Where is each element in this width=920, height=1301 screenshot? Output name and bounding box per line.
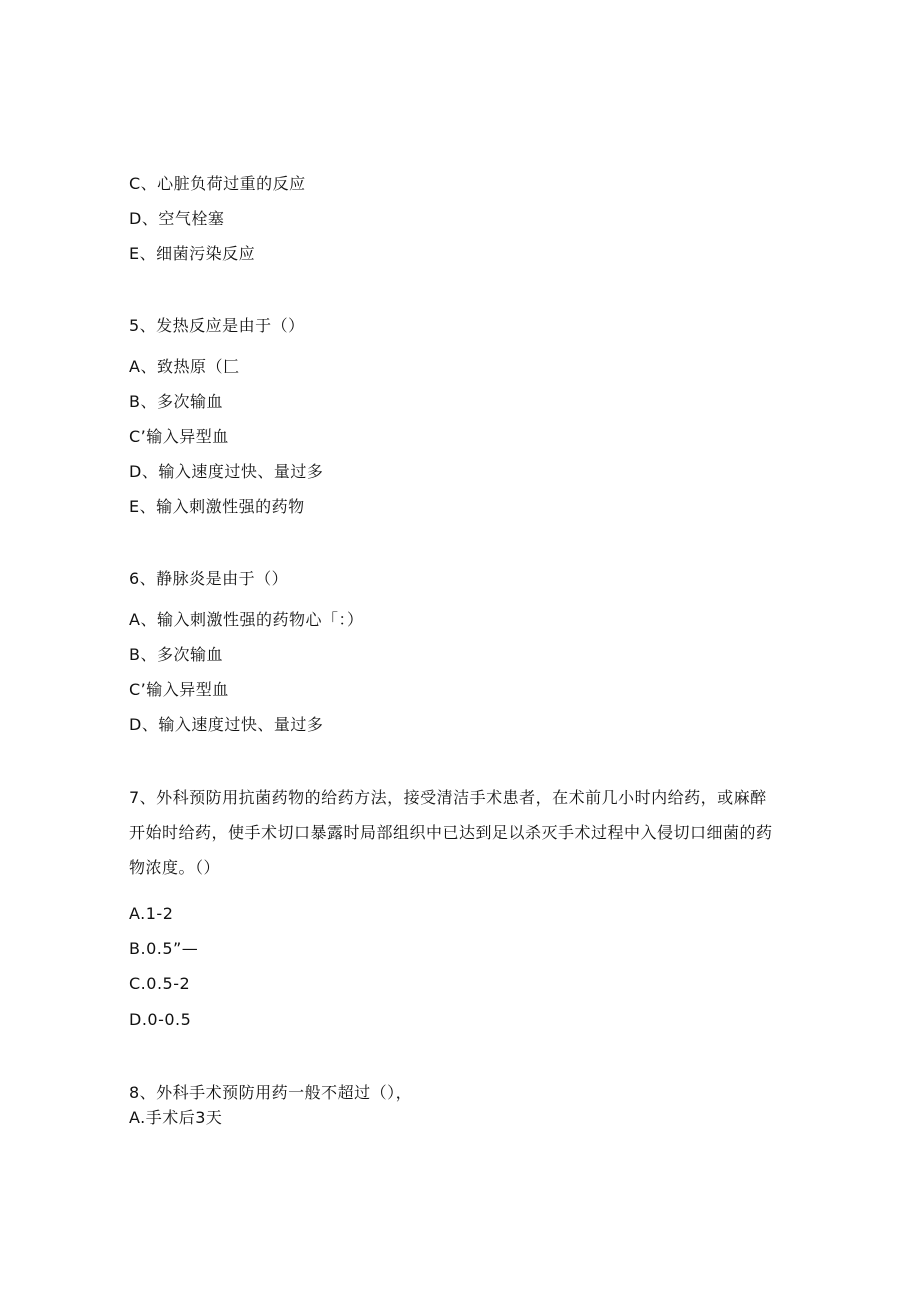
q5-option-d: D、输入速度过快、量过多: [129, 462, 324, 481]
q4-option-e: E、细菌污染反应: [129, 244, 256, 263]
q6-option-c: C’输入异型血: [129, 680, 229, 699]
q8-question: 8、外科手术预防用药一般不超过（），: [129, 1083, 413, 1102]
q6-question: 6、静脉炎是由于（）: [129, 569, 289, 588]
q8-option-a: A.手术后3天: [129, 1108, 223, 1127]
q4-option-c: C、心脏负荷过重的反应: [129, 174, 306, 193]
q7-question: 7、外科预防用抗菌药物的给药方法，接受清洁手术患者，在术前几小时内给药，或麻醉开始时给药，使手术切口暴露时局部组织中已达到足以杀灭手术过程中入侵切口细菌的药物浓度。（）: [129, 788, 773, 877]
q6-option-b: B、多次输血: [129, 645, 223, 664]
q4-option-d: D、空气栓塞: [129, 209, 225, 228]
q7-option-b: B.0.5”—: [129, 939, 199, 958]
q6-option-d: D、输入速度过快、量过多: [129, 715, 324, 734]
q7-option-c: C.0.5-2: [129, 974, 191, 993]
q5-option-c: C’输入异型血: [129, 427, 229, 446]
q5-option-e: E、输入刺激性强的药物: [129, 497, 305, 516]
q6-option-a: A、输入刺激性强的药物心「：）: [129, 610, 364, 629]
q7-option-d: D.0-0.5: [129, 1010, 192, 1029]
q5-question: 5、发热反应是由于（）: [129, 316, 305, 335]
q7-option-a: A.1-2: [129, 904, 174, 923]
q5-option-a: A、致热原（匚: [129, 357, 240, 376]
q5-option-b: B、多次输血: [129, 392, 223, 411]
